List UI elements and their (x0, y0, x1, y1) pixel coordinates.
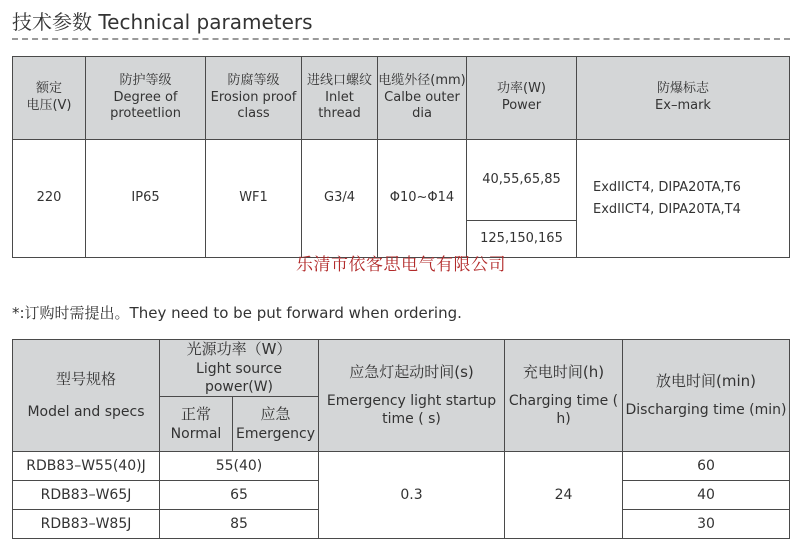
cell-startup: 0.3 (319, 451, 505, 538)
header-erosion: 防腐等级 Erosion proof class (206, 57, 302, 140)
cell-model: RDB83–W65J (13, 480, 160, 509)
header-normal: 正常 Normal (160, 396, 233, 451)
technical-parameters-table (12, 56, 790, 258)
table-header-row (13, 57, 790, 140)
table-row (13, 451, 790, 480)
cell-model: RDB83–W85J (13, 509, 160, 538)
cell-erosion: WF1 (206, 140, 302, 258)
header-thread: 进线口螺纹 Inlet thread (302, 57, 378, 140)
cell-discharging: 60 (623, 451, 790, 480)
header-discharging: 放电时间(min) Discharging time (min) (623, 340, 790, 452)
header-degree: 防护等级 Degree of proteetlion (86, 57, 206, 140)
cell-power-1: 40,55,65,85 (467, 140, 577, 221)
table-header-row (13, 340, 790, 397)
header-startup: 应急灯起动时间(s) Emergency light startup time ( s) (319, 340, 505, 452)
header-voltage: 额定 电压(V) (13, 57, 86, 140)
cell-power: 55(40) (160, 451, 319, 480)
header-cable: 电缆外径(mm) Calbe outer dia (378, 57, 467, 140)
cell-power: 85 (160, 509, 319, 538)
company-watermark: 乐清市依客思电气有限公司 (296, 255, 506, 275)
header-light-power: 光源功率（W） Light source power(W) (160, 340, 319, 397)
exmark-line-1: ExdIICT4, DIPA20TA,T6 (593, 180, 741, 196)
cell-exmark (577, 140, 790, 258)
section-title: 技术参数 Technical parameters (12, 10, 313, 34)
cell-power: 65 (160, 480, 319, 509)
header-exmark: 防爆标志 Ex–mark (577, 57, 790, 140)
header-emergency: 应急 Emergency (233, 396, 319, 451)
cell-power-2: 125,150,165 (467, 221, 577, 258)
cell-degree: IP65 (86, 140, 206, 258)
cell-discharging: 30 (623, 509, 790, 538)
cell-model: RDB83–W55(40)J (13, 451, 160, 480)
header-model: 型号规格 Model and specs (13, 340, 160, 452)
model-specs-table (12, 339, 790, 539)
cell-cable: Φ10~Φ14 (378, 140, 467, 258)
cell-discharging: 40 (623, 480, 790, 509)
cell-thread: G3/4 (302, 140, 378, 258)
header-power: 功率(W) Power (467, 57, 577, 140)
header-charging: 充电时间(h) Charging time ( h) (505, 340, 623, 452)
cell-charging: 24 (505, 451, 623, 538)
title-divider (12, 38, 790, 40)
table-row (13, 140, 790, 221)
order-note: *:订购时需提出。They need to be put forward when ordering. (12, 304, 462, 322)
exmark-line-2: ExdIICT4, DIPA20TA,T4 (593, 201, 741, 217)
cell-voltage: 220 (13, 140, 86, 258)
